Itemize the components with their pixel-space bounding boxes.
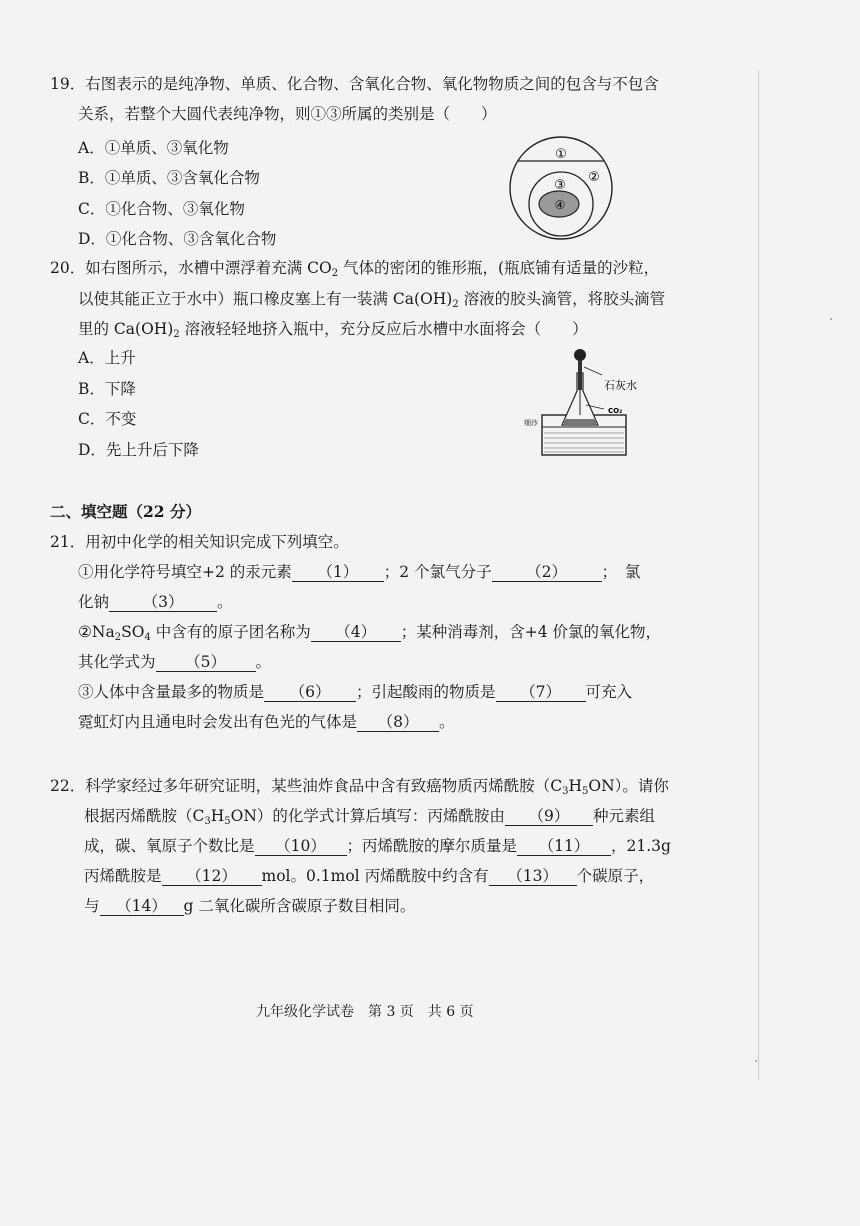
q19-option-a: A．①单质、③氧化物 bbox=[78, 139, 229, 157]
q20-stem-line1: 20．如右图所示，水槽中漂浮着充满 $CO_2$ 气体的密闭的锥形瓶，(瓶底铺有适量的沙粒， bbox=[50, 259, 660, 279]
q21-line5: ③人体中含量最多的物质是 （6） ；引起酸雨的物质是 （7） 可充入 bbox=[78, 683, 633, 701]
q21-line4: 其化学式为 （5） 。 bbox=[78, 653, 272, 671]
q22-line2: 根据丙烯酰胺$(C_3H_5ON)$的化学式计算后填写：丙烯酰胺由 （9） 种元素组 bbox=[84, 807, 655, 827]
q19-set-diagram bbox=[508, 134, 614, 242]
q22-line1: 22．科学家经过多年研究证明，某些油炸食品中含有致癌物质丙烯酰胺$(C_3H_5ON)$。请你 bbox=[50, 777, 669, 797]
blank-10[interactable]: （10） bbox=[255, 837, 347, 856]
q19-option-d: D．①化合物、③含氧化合物 bbox=[78, 230, 277, 248]
q22-line4: 丙烯酰胺是 （12） mol。0.1mol 丙烯酰胺中约含有 （13） 个碳原子， bbox=[84, 867, 655, 885]
q20-apparatus-diagram bbox=[522, 345, 642, 457]
blank-2[interactable]: （2） bbox=[492, 563, 602, 582]
scan-speck bbox=[830, 318, 832, 320]
blank-6[interactable]: （6） bbox=[264, 683, 356, 702]
q19-option-b: B．①单质、③含氧化合物 bbox=[78, 169, 260, 187]
q20-option-c: C．不变 bbox=[78, 410, 137, 428]
scan-fold-line bbox=[758, 70, 759, 1080]
q21-line3: $②Na_2SO_4$ 中含有的原子团名称为 （4） ；某种消毒剂，含+4 价氯的氧化物， bbox=[78, 623, 661, 643]
blank-13[interactable]: （13） bbox=[489, 867, 577, 886]
blank-7[interactable]: （7） bbox=[496, 683, 586, 702]
diagram-label-2: ② bbox=[588, 170, 600, 185]
label-co2: CO₂ bbox=[608, 407, 623, 415]
label-sand: 细沙 bbox=[524, 419, 538, 427]
q19-stem-line2: 关系，若整个大圆代表纯净物，则①③所属的类别是（ ） bbox=[78, 105, 497, 123]
q21-stem: 21．用初中化学的相关知识完成下列填空。 bbox=[50, 533, 349, 551]
blank-8[interactable]: （8） bbox=[357, 713, 439, 732]
q22-line5: 与 （14） g 二氧化碳所含碳原子数目相同。 bbox=[84, 897, 416, 915]
blank-1[interactable]: （1） bbox=[292, 563, 384, 582]
blank-3[interactable]: （3） bbox=[109, 593, 217, 612]
diagram-label-1: ① bbox=[555, 147, 567, 162]
q21-line2: 化钠 （3） 。 bbox=[78, 593, 233, 611]
section-title-fill-in: 二、填空题（22 分） bbox=[50, 502, 201, 521]
q19-option-c: C．①化合物、③氧化物 bbox=[78, 200, 245, 218]
blank-12[interactable]: （12） bbox=[162, 867, 262, 886]
q22-line3: 成，碳、氧原子个数比是 （10） ；丙烯酰胺的摩尔质量是 （11） ，21.3g bbox=[84, 837, 671, 855]
q19-stem-line1: 19．右图表示的是纯净物、单质、化合物、含氧化合物、氧化物物质之间的包含与不包含 bbox=[50, 75, 659, 93]
q21-line1: ①用化学符号填空+2 的汞元素 （1） ；2 个氯气分子 （2） ； 氯 bbox=[78, 563, 641, 581]
q20-option-b: B．下降 bbox=[78, 380, 136, 398]
diagram-label-3: ③ bbox=[554, 178, 566, 193]
blank-9[interactable]: （9） bbox=[505, 807, 593, 826]
blank-11[interactable]: （11） bbox=[517, 837, 611, 856]
q21-line6: 霓虹灯内且通电时会发出有色光的气体是 （8） 。 bbox=[78, 713, 455, 731]
scan-speck bbox=[755, 1060, 757, 1062]
q20-stem-line3: 里的 $Ca(OH)_2$ 溶液轻轻地挤入瓶中，充分反应后水槽中水面将会（ ） bbox=[78, 320, 588, 340]
blank-4[interactable]: （4） bbox=[311, 623, 401, 642]
blank-5[interactable]: （5） bbox=[156, 653, 256, 672]
q20-stem-line2: 以使其能正立于水中）瓶口橡皮塞上有一装满 $Ca(OH)_2$ 溶液的胶头滴管，将胶头滴管 bbox=[78, 290, 666, 310]
label-lime-water: 石灰水 bbox=[604, 379, 637, 392]
page-footer: 九年级化学试卷 第 3 页 共 6 页 bbox=[256, 1004, 474, 1020]
q20-option-d: D．先上升后下降 bbox=[78, 441, 199, 459]
blank-14[interactable]: （14） bbox=[100, 897, 184, 916]
q20-option-a: A．上升 bbox=[78, 349, 136, 367]
diagram-label-4: ④ bbox=[554, 198, 566, 212]
